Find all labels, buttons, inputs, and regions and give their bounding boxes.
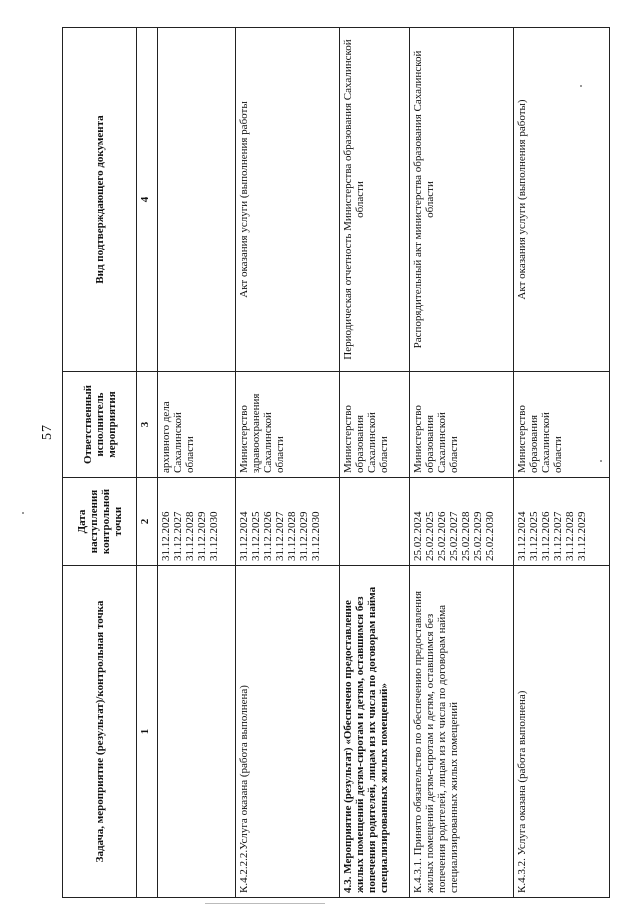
dates-cell: 31.12.2026 31.12.2027 31.12.2028 31.12.2029 31.12.2030 — [158, 478, 236, 566]
scan-dot — [22, 512, 24, 514]
header-document: Вид подтверждающего документа — [63, 28, 137, 372]
table-row — [410, 28, 514, 898]
index-cell: 1 — [137, 566, 158, 898]
header-task: Задача, мероприятие (результат)/контрольная точка — [63, 566, 137, 898]
task-cell: 4.3. Мероприятие (результат) «Обеспечено предоставление жилых помещений детям-сиротам и детям, оставшимся без попечения родителей, лицам из их числа по договорам найма специализированных жилых помещений» — [340, 566, 410, 898]
responsible-cell: Министерство здравоохранения Сахалинской области — [236, 372, 340, 478]
scan-dot — [580, 85, 582, 87]
control-points-table — [62, 27, 610, 898]
document-cell: Периодическая отчетность Министерства образования Сахалинской области — [340, 28, 410, 372]
index-cell: 4 — [137, 28, 158, 372]
document-cell: Акт оказания услуги (выполнения работы — [236, 28, 340, 372]
table-row — [514, 28, 610, 898]
responsible-cell: Министерство образования Сахалинской области — [340, 372, 410, 478]
index-cell: 2 — [137, 478, 158, 566]
responsible-cell: Министерство образования Сахалинской области — [410, 372, 514, 478]
table-row — [158, 28, 236, 898]
header-row — [63, 28, 137, 898]
rotated-table-wrapper — [62, 28, 610, 898]
task-cell: К.4.2.2.2.Услуга оказана (работа выполнена) — [236, 566, 340, 898]
table-row — [340, 28, 410, 898]
index-cell: 3 — [137, 372, 158, 478]
table-row — [236, 28, 340, 898]
header-responsible: Ответственный исполнитель мероприятия — [63, 372, 137, 478]
task-cell: К.4.3.1. Принято обязательство по обеспечению предоставления жилых помещений детям-сиротам и детям, оставшимся без попечения родителей, лицам из их числа по договорам найма специализированных жилых помещений — [410, 566, 514, 898]
scan-dot — [600, 460, 602, 462]
dates-cell: 25.02.2024 25.02.2025 25.02.2026 25.02.2027 25.02.2028 25.02.2029 25.02.2030 — [410, 478, 514, 566]
document-cell — [158, 28, 236, 372]
dates-cell — [340, 478, 410, 566]
dates-cell: 31.12.2024 31.12.2025 31.12.2026 31.12.2027 31.12.2028 31.12.2029 31.12.2030 — [236, 478, 340, 566]
responsible-cell: Министерство образования Сахалинской области — [514, 372, 610, 478]
task-cell — [158, 566, 236, 898]
page-number: 57 — [40, 424, 55, 440]
task-cell: К.4.3.2. Услуга оказана (работа выполнена) — [514, 566, 610, 898]
document-cell: Распорядительный акт министерства образования Сахалинской области — [410, 28, 514, 372]
document-cell: Акт оказания услуги (выполнения работы) — [514, 28, 610, 372]
dates-cell: 31.12.2024 31.12.2025 31.12.2026 31.12.2027 31.12.2028 31.12.2029 — [514, 478, 610, 566]
scan-line-mark — [205, 903, 325, 904]
responsible-cell: архивного дела Сахалинской области — [158, 372, 236, 478]
header-date: Дата наступления контрольной точки — [63, 478, 137, 566]
index-row — [137, 28, 158, 898]
